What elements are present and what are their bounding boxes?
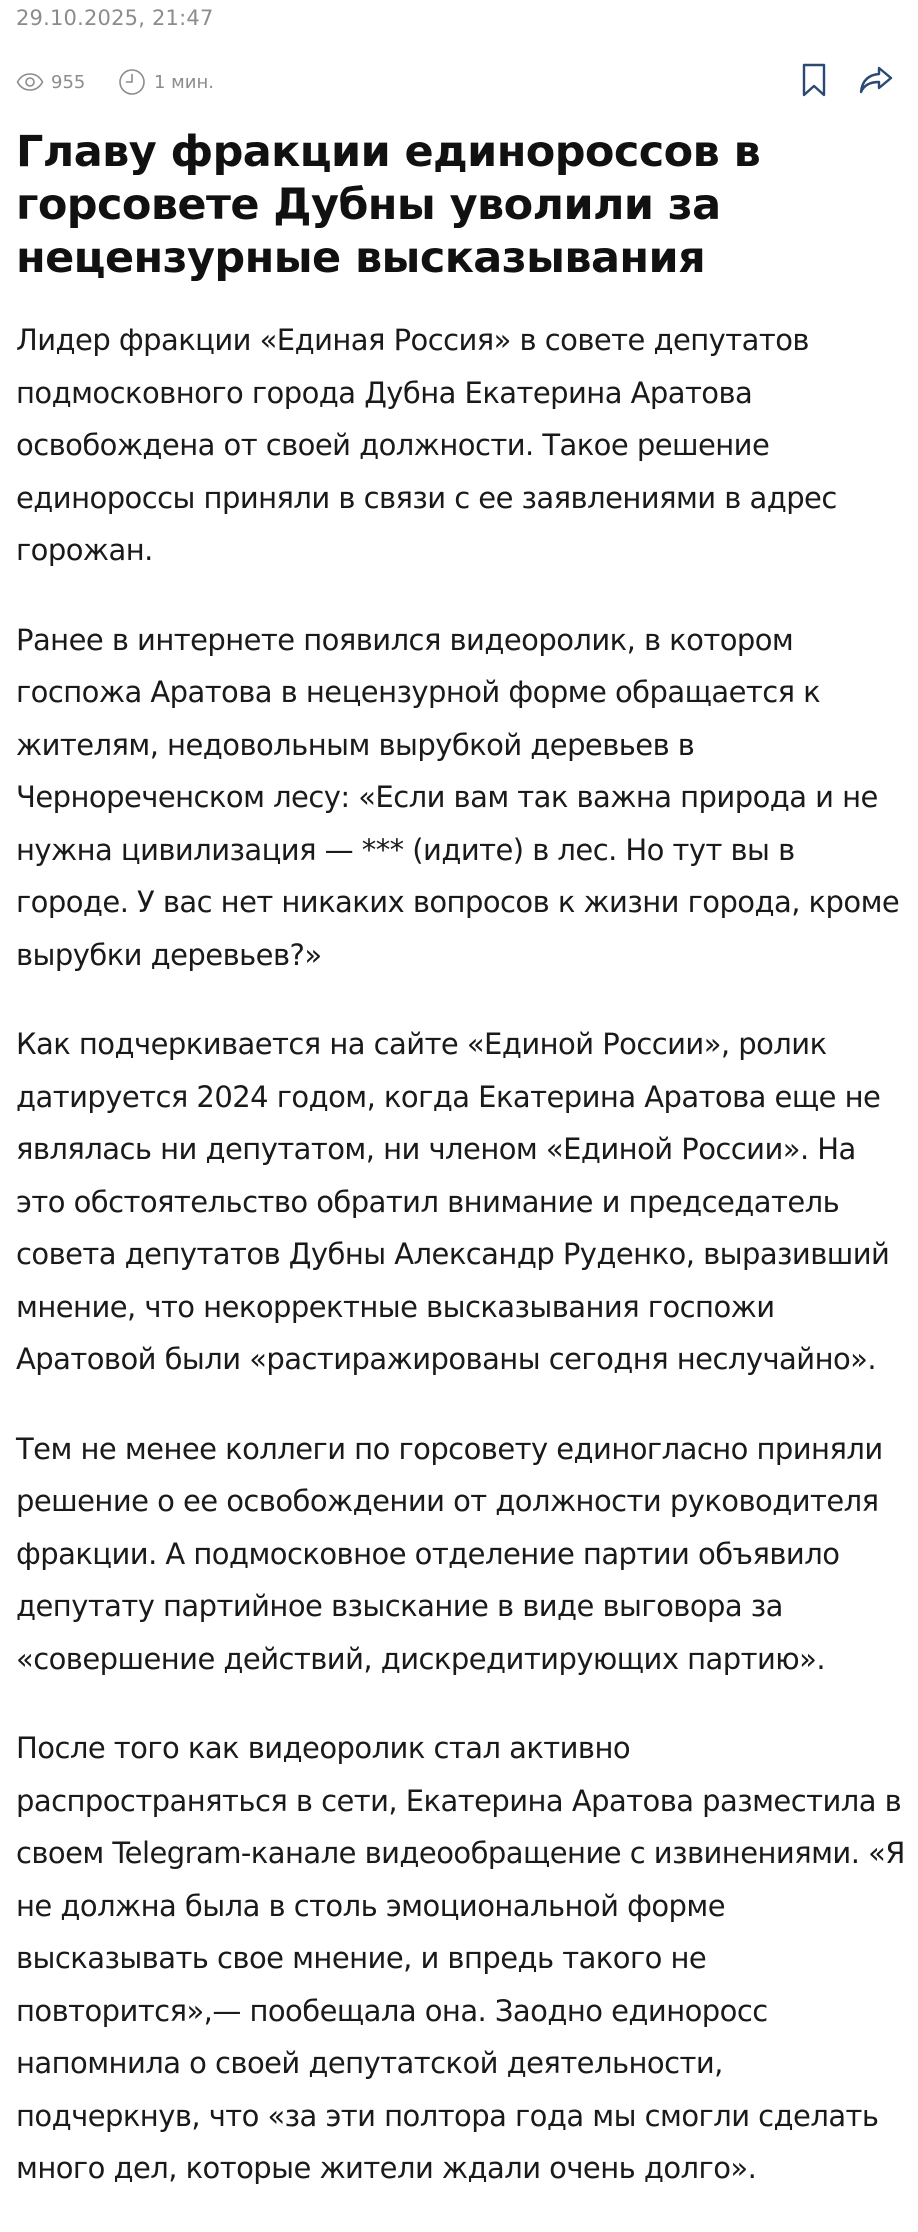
read-time-label: 1 мин.: [154, 71, 214, 93]
article-paragraph: Как подчеркивается на сайте «Единой России», ролик датируется 2024 годом, когда Екатерина Аратова еще не являлась ни депутатом, ни членом «Единой России». На это обстоятельство обратил внимание и председатель совета депутатов Дубны Александр Руденко, выразивший мнение, что некорректные высказывания госпожи Аратовой были «растиражированы сегодня неслучайно».: [16, 1027, 890, 1376]
article-title: Главу фракции единороссов в горсовете Дубны уволили за нецензурные высказывания: [16, 127, 761, 283]
article-paragraph: Тем не менее коллеги по горсовету единогласно приняли решение о ее освобождении от должности руководителя фракции. А подмосковное отделение партии объявило депутату партийное взыскание в виде выговора за «совершение действий, дискредитирующих партию».: [16, 1431, 883, 1676]
read-time: [118, 62, 214, 102]
article-paragraph: Лидер фракции «Единая Россия» в совете депутатов подмосковного города Дубна Екатерина Аратова освобождена от своей должности. Такое решение единороссы приняли в связи с ее заявлениями в адрес горожан.: [16, 323, 837, 567]
share-icon: [859, 65, 893, 99]
bookmark-icon: [800, 63, 828, 101]
article-paragraph: После того как видеоролик стал активно распространяться в сети, Екатерина Аратова разместила в своем Telegram-канале видеообращение с извинениями. «Я не должна была в столь эмоциональной форме высказывать свое мнение, и впредь такого не повторится»,— пообещала она. Заодно единоросс напомнила о своей депутатской деятельности, подчеркнув, что «за эти полтора года мы смогли сделать много дел, которые жители ждали очень долго».: [16, 1731, 905, 2185]
bookmark-button[interactable]: [792, 62, 836, 102]
clock-icon: [118, 68, 146, 96]
article-body: [16, 314, 906, 2232]
article-paragraph: Ранее в интернете появился видеоролик, в котором госпожа Аратова в нецензурной форме обращается к жителям, недовольным вырубкой деревьев в Чернореченском лесу: «Если вам так важна природа и не нужна цивилизация — *** (идите) в лес. Но тут вы в городе. У вас нет никаких вопросов к жизни города, кроме вырубки деревьев?»: [16, 622, 900, 972]
publish-date: 29.10.2025, 21:47: [16, 6, 214, 30]
share-button[interactable]: [854, 62, 898, 102]
views-count: 955: [51, 71, 86, 93]
article-meta-bar: [16, 62, 902, 102]
eye-icon: [16, 73, 44, 91]
views-counter: [16, 62, 85, 102]
